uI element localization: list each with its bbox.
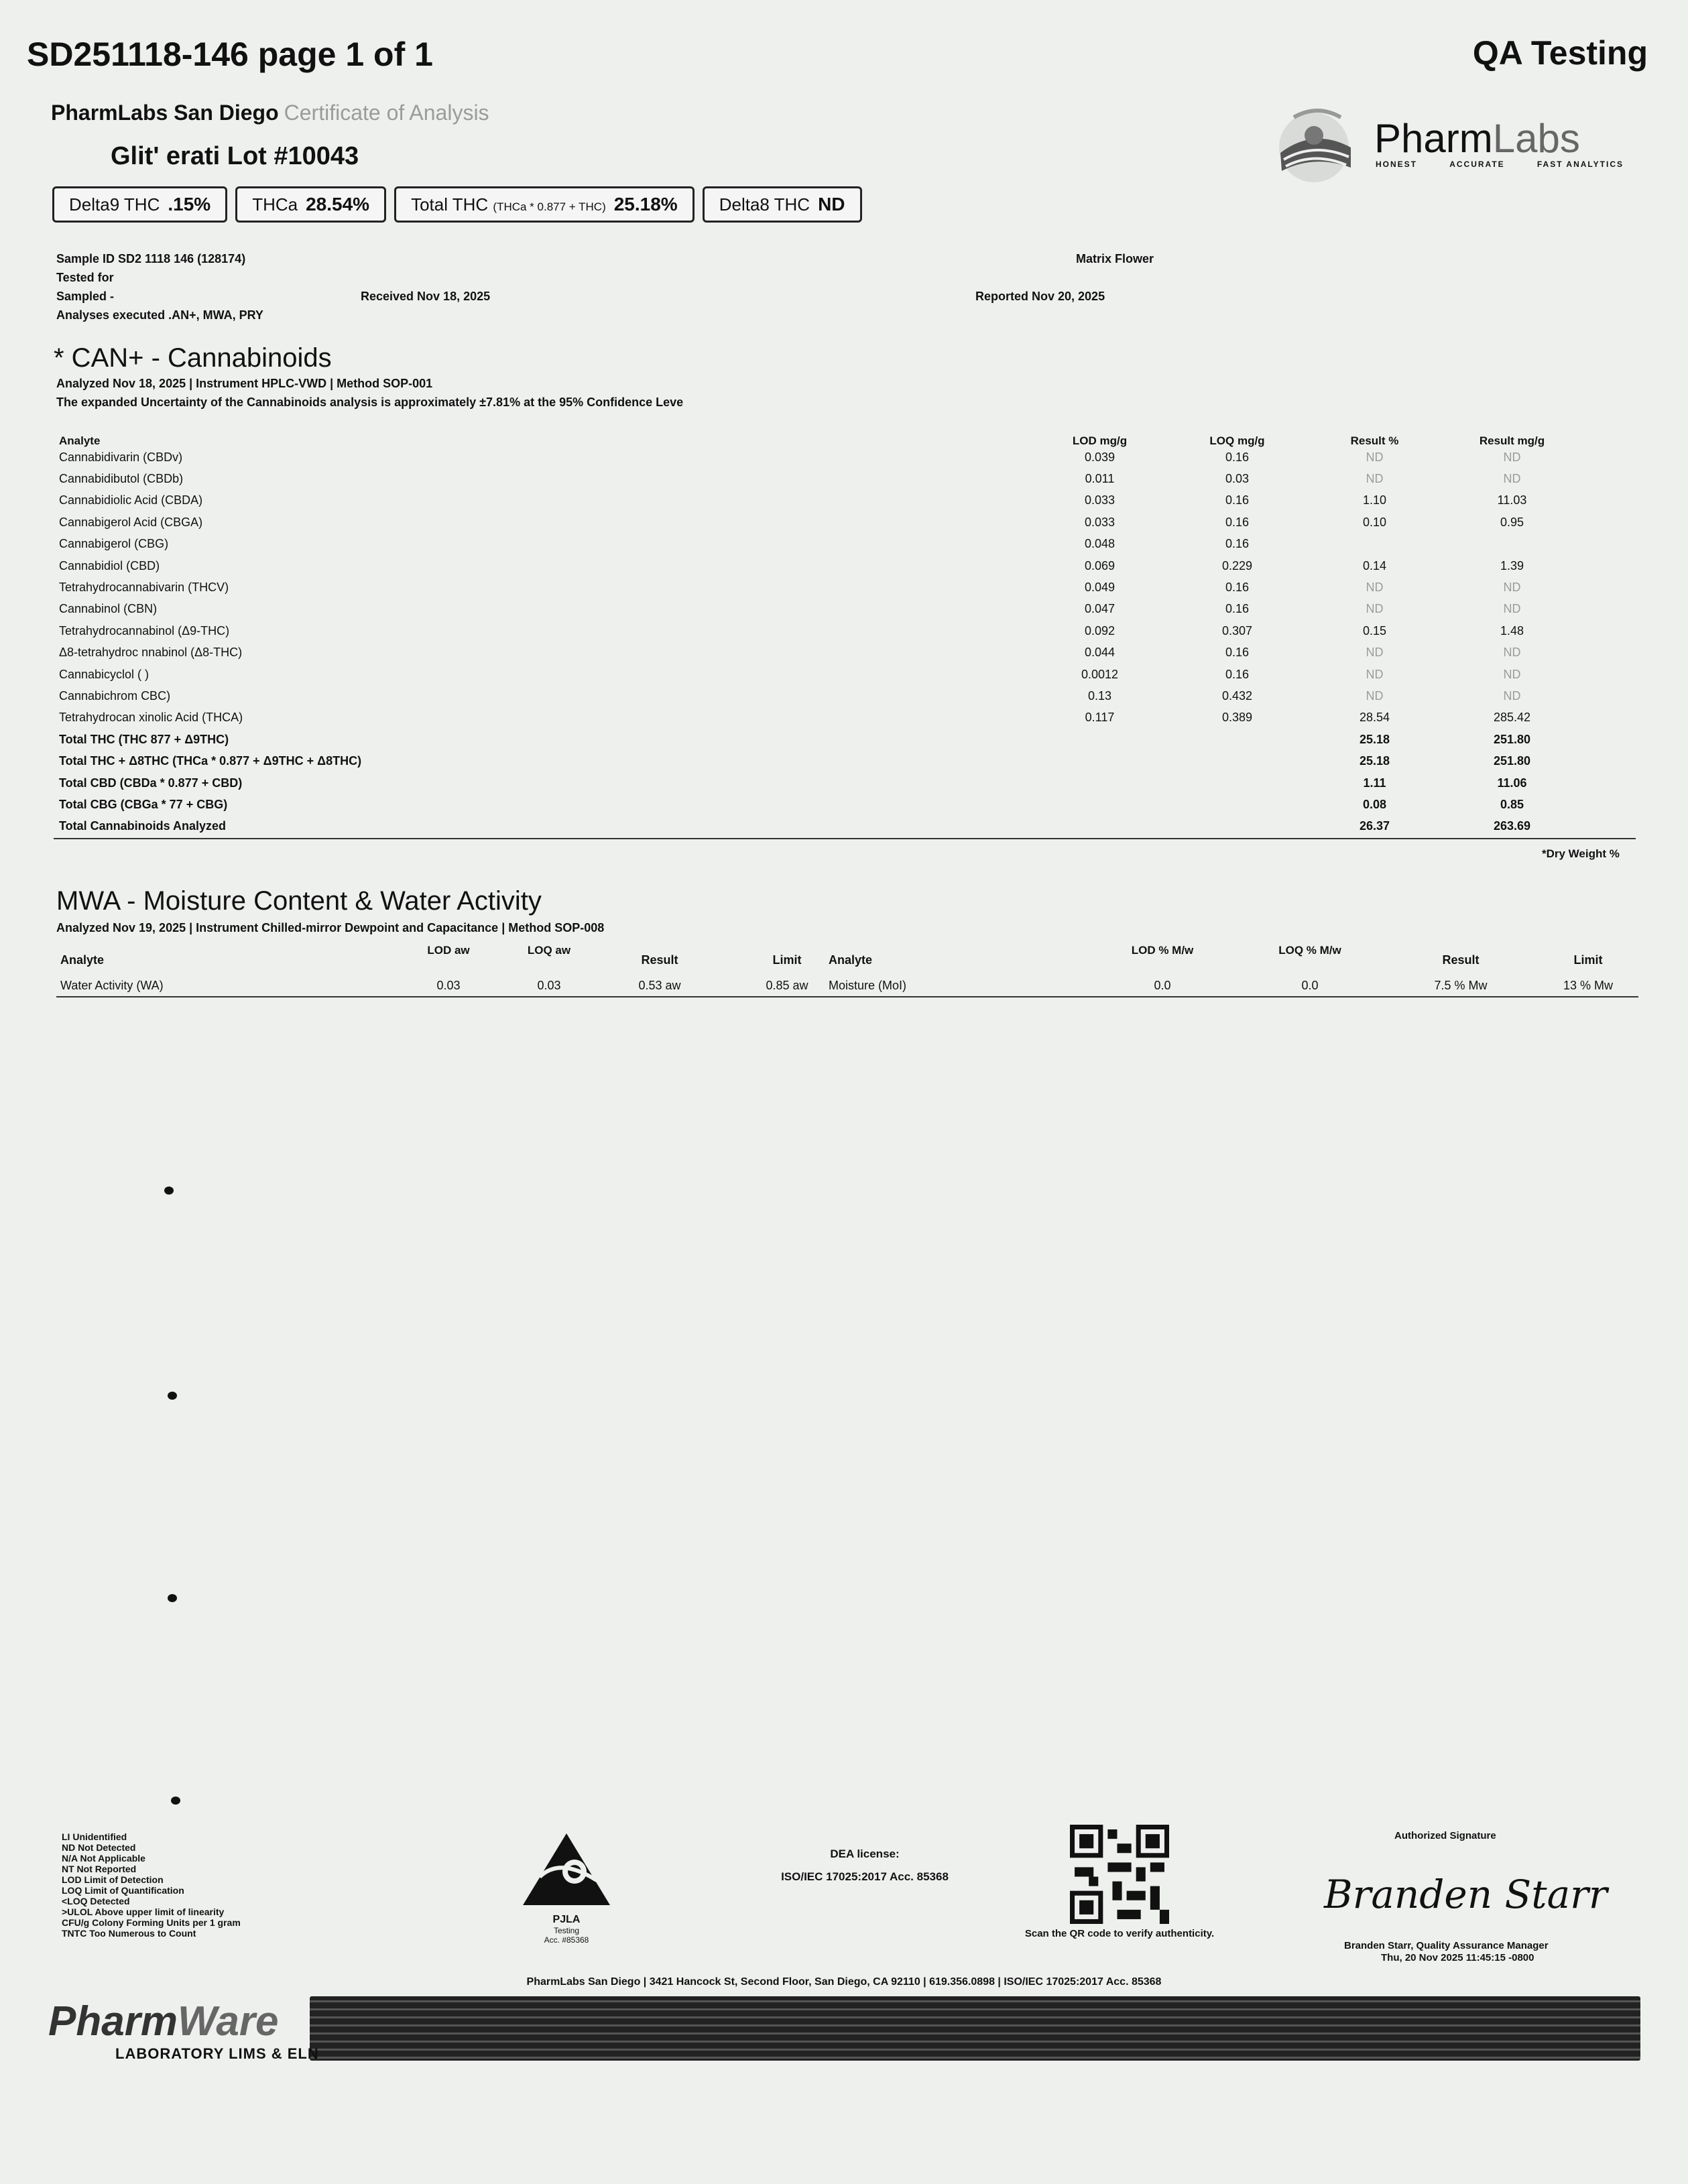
total-name-cell: Total CBD (CBDa * 0.877 + CBD) [59,776,243,790]
col-lod: LOD mg/g [1072,434,1128,447]
analyte-cell: Cannabidiol (CBD) [59,558,160,572]
result-pct-cell: 0.15 [1362,623,1387,638]
abbreviation-legend [62,1831,241,1939]
total-row [54,794,1581,815]
table-row [54,620,1581,642]
can-analyzed-info: Analyzed Nov 18, 2025 | Instrument HPLC-VWD | Method SOP-001 [56,377,433,390]
result-pct-cell: ND [1366,646,1384,660]
analyte-cell: Cannabidibutol (CBDb) [59,472,184,486]
loq-cell: 0.16 [1225,667,1250,681]
lab-address: PharmLabs San Diego | 3421 Hancock St, Second Floor, San Diego, CA 92110 | 619.356.0898 | ISO/IEC 17025:2017 Acc. 85368 [526,1976,1162,1988]
table-row [54,446,1581,468]
legend-item: TNTC Too Numerous to Count [62,1928,196,1939]
can-uncertainty: The expanded Uncertainty of the Cannabinoids analysis is approximately ±7.81% at the 95% Confidence Leve [56,396,684,409]
legend-item: NT Not Reported [62,1864,137,1874]
pharmlabs-emblem-icon [1267,101,1368,188]
loq-cell: 0.16 [1225,493,1250,507]
mwa-row-result: 0.53 aw [638,979,681,992]
sample-id: Sample ID SD2 1118 146 (128174) [56,252,246,265]
total-name-cell: Total CBG (CBGa * 77 + CBG) [59,797,228,811]
lod-cell: 0.033 [1084,515,1116,529]
analyte-cell: Cannabidivarin (CBDv) [59,450,183,464]
mwa-col-analyte-2: Analyte [829,953,873,967]
pill-delta9-thc: Delta9 THC .15% [52,186,227,223]
result-mg-cell: 1.48 [1500,623,1524,638]
disclaimer-fine-print [310,1996,1640,2061]
mwa-row-lod-2: 0.0 [1154,979,1171,992]
report-id: SD251118-146 page 1 of 1 [27,36,433,73]
col-result-mg: Result mg/g [1479,434,1545,447]
col-result-pct: Result % [1350,434,1399,447]
empty-cell [1031,772,1168,794]
total-pct-cell: 1.11 [1363,776,1386,790]
mwa-col-limit-2: Limit [1573,953,1603,967]
pill-total-thc: Total THC (THCa * 0.877 + THC) 25.18% [394,186,695,223]
empty-cell [1031,750,1168,772]
logo-tagline: HONEST ACCURATE FAST ANALYTICS [1376,160,1624,169]
cannabinoids-table [54,414,1581,837]
total-pct-cell: 25.18 [1359,732,1390,746]
lab-name: PharmLabs San Diego [51,101,279,125]
result-mg-cell [1443,534,1581,555]
total-mg-cell: 263.69 [1493,819,1531,833]
legend-item: N/A Not Applicable [62,1853,145,1864]
result-mg-cell: 11.03 [1497,493,1527,507]
empty-cell [1031,794,1168,815]
table-row [54,490,1581,511]
sampled: Sampled - [56,290,115,303]
moisture-table [56,944,1638,997]
signature-heading: Authorized Signature [1394,1830,1496,1841]
empty-cell [1031,816,1168,837]
legend-item: <LOQ Detected [62,1896,130,1906]
result-mg-cell: ND [1503,646,1521,660]
analyte-cell: Tetrahydrocannabivarin (THCV) [59,581,229,595]
analyte-cell: Cannabigerol (CBG) [59,537,169,551]
legend-item: ND Not Detected [62,1842,136,1853]
mwa-row-name-2: Moisture (MoI) [829,979,907,992]
result-pct-cell: 0.14 [1362,558,1387,572]
total-mg-cell: 251.80 [1493,754,1531,768]
lod-cell: 0.13 [1087,688,1112,703]
empty-cell [1168,816,1306,837]
legend-item: >ULOL Above upper limit of linearity [62,1906,225,1917]
total-name-cell: Total Cannabinoids Analyzed [59,819,227,833]
table-row [54,577,1581,598]
legend-item: LOD Limit of Detection [62,1874,164,1885]
matrix: Matrix Flower [1076,252,1154,265]
received-date: Received Nov 18, 2025 [361,290,491,303]
result-pct-cell: ND [1366,667,1384,681]
col-loq: LOQ mg/g [1209,434,1265,447]
result-mg-cell: ND [1503,667,1521,681]
pjla-badge: PJLA Testing Acc. #85368 [516,1830,617,1945]
pill-thca: THCa 28.54% [235,186,386,223]
total-row [54,750,1581,772]
empty-cell [1168,772,1306,794]
pjla-logo-icon [520,1830,613,1910]
lod-cell: 0.069 [1084,558,1116,572]
total-pct-cell: 26.37 [1359,819,1390,833]
lod-cell: 0.011 [1085,472,1115,486]
lod-cell: 0.047 [1084,602,1116,616]
analyte-cell: Δ8-tetrahydroc nnabinol (Δ8-THC) [59,646,243,660]
analyte-cell: Cannabichrom CBC) [59,688,171,703]
loq-cell: 0.389 [1221,711,1253,725]
total-mg-cell: 0.85 [1500,797,1524,811]
total-name-cell: Total THC + Δ8THC (THCa * 0.877 + Δ9THC + Δ8THC) [59,754,362,768]
table-row [54,511,1581,533]
lod-cell: 0.039 [1084,450,1116,464]
table-row [54,642,1581,664]
total-mg-cell: 11.06 [1497,776,1527,790]
pharmware-logo: PharmWare LABORATORY LIMS & ELN [48,1998,319,2062]
analyses-executed: Analyses executed .AN+, MWA, PRY [56,308,263,322]
lod-cell: 0.117 [1085,711,1115,725]
signer-name: Branden Starr, Quality Assurance Manager [1344,1940,1549,1951]
verification-qr-code-icon[interactable] [1070,1825,1169,1924]
table-row [54,468,1581,489]
mwa-row-name: Water Activity (WA) [60,979,164,992]
result-pct-cell: 1.10 [1362,493,1387,507]
qr-caption: Scan the QR code to verify authenticity. [1024,1928,1215,1939]
scan-speck [171,1797,180,1805]
scan-speck [164,1187,174,1195]
legend-item: LOQ Limit of Quantification [62,1885,184,1896]
legend-item: CFU/g Colony Forming Units per 1 gram [62,1917,241,1928]
result-pct-cell: ND [1366,450,1384,464]
result-mg-cell: ND [1503,450,1521,464]
result-mg-cell: ND [1503,581,1521,595]
table-row [54,599,1581,620]
iso-accreditation: ISO/IEC 17025:2017 Acc. 85368 [781,1870,949,1883]
total-pct-cell: 0.08 [1362,797,1387,811]
scan-speck [168,1392,177,1400]
total-mg-cell: 251.80 [1493,732,1531,746]
mwa-col-limit: Limit [772,953,802,967]
lod-cell: 0.048 [1084,537,1116,551]
analyte-cell: Cannabicyclol ( ) [59,667,149,681]
result-mg-cell: 0.95 [1500,515,1524,529]
mwa-col-lod-2: LOD % M/w [1131,944,1194,957]
result-mg-cell: ND [1503,602,1521,616]
loq-cell: 0.16 [1225,646,1250,660]
pharmlabs-wordmark: PharmLabs [1374,116,1580,161]
summary-pills [52,186,862,223]
lod-cell: 0.092 [1084,623,1116,638]
mwa-analyzed-info: Analyzed Nov 19, 2025 | Instrument Chilled-mirror Dewpoint and Capacitance | Method SOP-008 [56,921,605,934]
total-row [54,816,1581,837]
table-row [54,534,1581,555]
signature-date: Thu, 20 Nov 2025 11:45:15 -0800 [1381,1952,1534,1963]
mwa-col-result: Result [641,953,678,967]
empty-cell [1168,794,1306,815]
result-mg-cell: ND [1503,688,1521,703]
empty-cell [1031,729,1168,750]
tested-for: Tested for [56,271,114,284]
scan-speck [168,1594,177,1602]
analyte-cell: Cannabidiolic Acid (CBDA) [59,493,203,507]
mwa-row-limit: 0.85 aw [766,979,808,992]
result-pct-cell: 28.54 [1359,711,1390,725]
result-pct-cell: ND [1366,688,1384,703]
loq-cell: 0.432 [1221,688,1253,703]
dea-license: DEA license: [830,1847,900,1860]
mwa-row-loq: 0.03 [537,979,561,992]
loq-cell: 0.16 [1225,515,1250,529]
document-type: Certificate of Analysis [284,101,489,125]
reported-date: Reported Nov 20, 2025 [975,290,1105,303]
legend-item: LI Unidentified [62,1831,127,1842]
lod-cell: 0.033 [1084,493,1116,507]
lod-cell: 0.049 [1084,581,1116,595]
loq-cell: 0.16 [1225,581,1250,595]
can-section-title: * CAN+ - Cannabinoids [54,343,332,373]
result-pct-cell: ND [1366,602,1384,616]
result-mg-cell: 285.42 [1493,711,1531,725]
analyte-cell: Tetrahydrocannabinol (Δ9-THC) [59,623,230,638]
can-table-rule [54,838,1636,839]
loq-cell: 0.16 [1225,602,1250,616]
result-pct-cell: ND [1366,472,1384,486]
pharmlabs-logo [1267,101,1629,188]
result-pct-cell: ND [1366,581,1384,595]
result-mg-cell: 1.39 [1500,558,1524,572]
table-row [54,685,1581,707]
table-row [54,664,1581,685]
mwa-row-limit-2: 13 % Mw [1563,979,1614,992]
mwa-row-lod: 0.03 [436,979,461,992]
total-row [54,772,1581,794]
mwa-col-lod: LOD aw [427,944,470,957]
mwa-table-rule [56,996,1638,997]
mwa-col-analyte: Analyte [60,953,105,967]
mwa-col-loq-2: LOQ % M/w [1278,944,1341,957]
result-pct-cell: 0.10 [1362,515,1387,529]
result-pct-cell [1306,534,1443,555]
pill-delta8-thc: Delta8 THC ND [703,186,862,223]
analyte-cell: Cannabigerol Acid (CBGA) [59,515,203,529]
dry-weight-note: *Dry Weight % [1542,847,1620,860]
loq-cell: 0.16 [1225,450,1250,464]
empty-cell [1168,729,1306,750]
lab-heading [51,101,489,125]
result-mg-cell: ND [1503,472,1521,486]
qa-testing-label: QA Testing [1472,34,1648,72]
handwritten-signature: Branden Starr [1324,1872,1608,1917]
total-row [54,729,1581,750]
mwa-row-loq-2: 0.0 [1301,979,1319,992]
table-row [54,555,1581,577]
loq-cell: 0.03 [1225,472,1250,486]
total-pct-cell: 25.18 [1359,754,1390,768]
mwa-row-result-2: 7.5 % Mw [1434,979,1488,992]
table-row [54,707,1581,729]
analyte-cell: Cannabinol (CBN) [59,602,158,616]
mwa-col-result-2: Result [1442,953,1480,967]
total-name-cell: Total THC (THC 877 + Δ9THC) [59,732,229,746]
product-name: Glit' erati Lot #10043 [111,142,359,170]
analyte-cell: Tetrahydrocan xinolic Acid (THCA) [59,711,243,725]
lod-cell: 0.044 [1084,646,1116,660]
lod-cell: 0.0012 [1081,667,1119,681]
loq-cell: 0.229 [1221,558,1253,572]
empty-cell [1168,750,1306,772]
col-analyte: Analyte [59,434,101,447]
loq-cell: 0.16 [1225,537,1250,551]
mwa-col-loq: LOQ aw [527,944,571,957]
loq-cell: 0.307 [1221,623,1253,638]
mwa-section-title: MWA - Moisture Content & Water Activity [56,886,542,916]
